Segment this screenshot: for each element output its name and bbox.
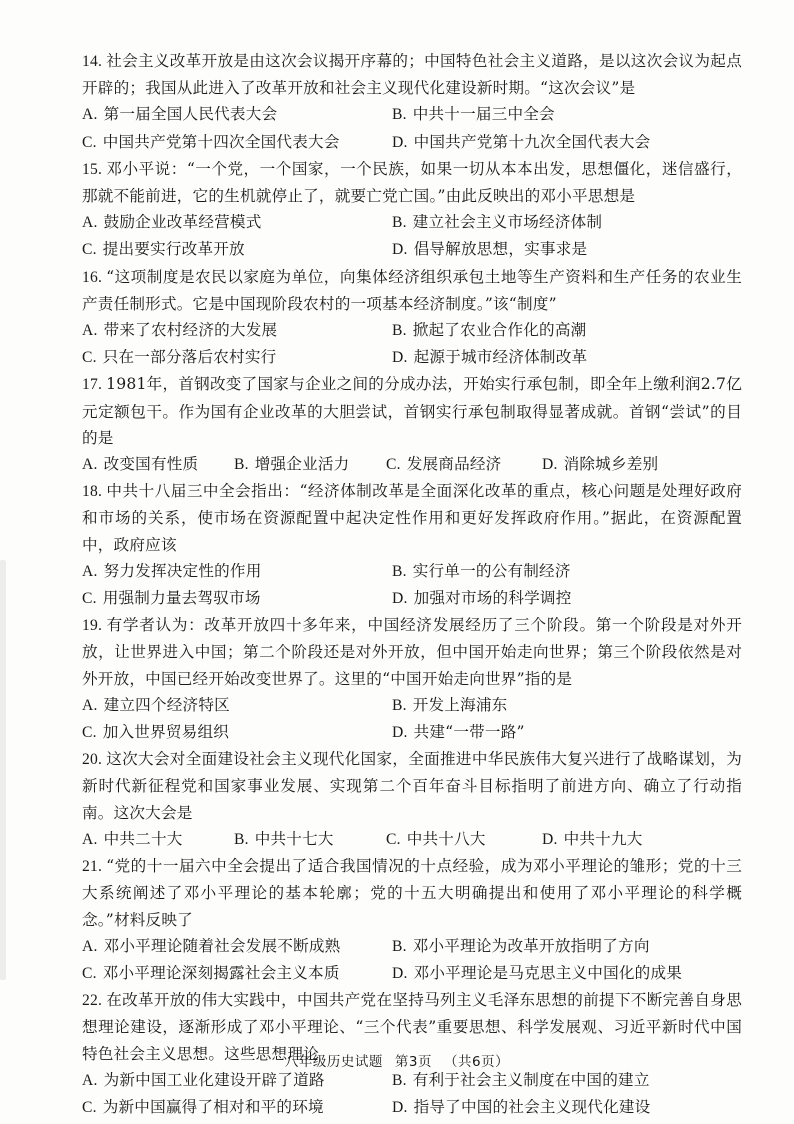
option-text: 用强制力量去驾驭市场 (102, 589, 261, 608)
question-17 (82, 371, 742, 478)
option-c (82, 129, 392, 156)
question-15 (82, 156, 742, 264)
option-a (82, 317, 392, 344)
question-16 (82, 264, 742, 372)
option-letter: C. (386, 456, 401, 474)
question-text: 这次大会对全面建设社会主义现代化国家，全面推进中华民族伟大复兴进行了战略谋划，为新时代新征程党和国家事业发展、实现第二个百年奋斗目标指明了前进方向、确立了行动指南。这次大会是 (82, 750, 742, 822)
option-b (392, 209, 742, 236)
option-letter: A. (82, 937, 98, 955)
option-letter: A. (82, 106, 98, 124)
option-c (82, 719, 392, 746)
option-text: 努力发挥决定性的作用 (103, 561, 262, 580)
question-stem (82, 371, 742, 451)
question-stem (82, 853, 742, 933)
option-text: 建立社会主义市场经济体制 (412, 213, 603, 232)
question-stem (82, 48, 742, 101)
question-number: 16. (82, 268, 103, 286)
question-number: 17. (82, 376, 103, 394)
option-c (82, 960, 392, 987)
option-letter: C. (82, 964, 97, 982)
question-number: 14. (82, 53, 103, 70)
option-d (392, 960, 742, 987)
question-text: 有学者认为：改革开放四十多年来，中国经济发展经历了三个阶段。第一个阶段是对外开放，让世界进入中国；第二个阶段还是对外开放，但中国开始走向世界；第三个阶段依然是对外开放，中国已经开始改变世界了。这里的“中国开始走向世界”指的是 (82, 616, 742, 688)
option-letter: C. (82, 349, 97, 367)
option-b (392, 101, 742, 128)
option-letter: C. (82, 1098, 97, 1116)
footer-subject: 八年级历史试题 (284, 1054, 383, 1070)
option-d (542, 826, 742, 853)
option-group (82, 1067, 742, 1121)
question-stem (82, 156, 742, 209)
option-text: 消除城乡差别 (563, 455, 659, 474)
question-number: 20. (82, 751, 103, 769)
option-text: 为新中国工业化建设开辟了道路 (103, 1070, 325, 1089)
option-letter: A. (82, 830, 98, 848)
option-a (82, 451, 234, 478)
option-a (82, 826, 234, 853)
option-text: 掀起了农业合作化的高潮 (412, 321, 587, 340)
option-letter: D. (392, 133, 408, 151)
option-letter: C. (82, 133, 97, 151)
option-b (392, 1067, 742, 1094)
question-stem (82, 264, 742, 317)
option-group (82, 558, 742, 612)
option-c (82, 236, 392, 263)
option-b (234, 826, 386, 853)
option-text: 中国共产党第十四次全国代表大会 (102, 132, 340, 151)
option-text: 共建“一带一路” (413, 723, 525, 742)
option-letter: D. (392, 724, 408, 742)
option-b (392, 317, 742, 344)
option-a (82, 692, 392, 719)
option-letter: B. (392, 696, 407, 714)
option-d (392, 719, 742, 746)
option-letter: B. (392, 937, 407, 955)
option-text: 发展商品经济 (406, 455, 502, 474)
option-group (82, 826, 742, 853)
question-number: 19. (82, 617, 103, 635)
option-letter: B. (392, 1071, 407, 1089)
option-a (82, 209, 392, 236)
question-text: 社会主义改革开放是由这次会议揭开序幕的；中国特色社会主义道路，是以这次会议为起点开辟的；我国从此进入了改革开放和社会主义现代化建设新时期。“这次会议”是 (82, 52, 742, 98)
option-letter: C. (82, 241, 97, 259)
option-group (82, 317, 742, 371)
option-text: 只在一部分落后农村实行 (102, 348, 277, 367)
option-letter: D. (542, 830, 558, 848)
option-d (542, 451, 742, 478)
option-text: 有利于社会主义制度在中国的建立 (412, 1070, 650, 1089)
option-text: 指导了中国的社会主义现代化建设 (413, 1097, 651, 1116)
option-letter: A. (82, 322, 98, 340)
footer-total-pages: （共6页） (444, 1054, 510, 1070)
footer-page-number: 第3页 (394, 1054, 432, 1070)
option-letter: D. (392, 590, 408, 608)
option-text: 中共十七大 (254, 829, 334, 848)
question-stem (82, 746, 742, 826)
option-group (82, 101, 742, 155)
option-letter: D. (392, 241, 408, 259)
option-letter: A. (82, 1071, 98, 1089)
option-text: 增强企业活力 (254, 455, 350, 474)
option-text: 鼓励企业改革经营模式 (103, 213, 262, 232)
question-number: 15. (82, 160, 103, 178)
option-text: 倡导解放思想，实事求是 (413, 240, 588, 259)
option-c (386, 451, 542, 478)
option-text: 改变国有性质 (103, 455, 199, 474)
option-letter: A. (82, 696, 98, 714)
question-21 (82, 853, 742, 987)
option-letter: B. (392, 214, 407, 232)
option-letter: D. (392, 964, 408, 982)
option-text: 起源于城市经济体制改革 (413, 348, 588, 367)
option-letter: B. (392, 106, 407, 124)
option-d (392, 129, 742, 156)
option-group (82, 451, 742, 478)
option-text: 中共十九大 (563, 829, 643, 848)
option-a (82, 933, 392, 960)
option-text: 中国共产党第十九次全国代表大会 (413, 132, 651, 151)
option-text: 邓小平理论深刻揭露社会主义本质 (102, 963, 340, 982)
option-text: 为新中国赢得了相对和平的环境 (102, 1097, 324, 1116)
option-letter: C. (82, 590, 97, 608)
option-d (392, 1094, 742, 1121)
question-text: “党的十一届六中全会提出了适合我国情况的十点经验，成为邓小平理论的雏形；党的十三大系统阐述了邓小平理论的基本轮廓；党的十五大明确提出和使用了邓小平理论的科学概念。”材料反映了 (82, 857, 742, 929)
option-letter: D. (542, 456, 558, 474)
option-letter: B. (234, 456, 249, 474)
option-letter: A. (82, 214, 98, 232)
question-text: 1981年，首钢改变了国家与企业之间的分成办法，开始实行承包制，即全年上缴利润2.7亿元定额包干。作为国有企业改革的大胆尝试，首钢实行承包制取得显著成就。首钢“尝试”的目的是 (82, 375, 742, 447)
option-text: 提出要实行改革开放 (102, 240, 245, 259)
scan-shadow (0, 560, 6, 980)
question-stem (82, 478, 742, 558)
question-list (82, 48, 742, 1121)
option-a (82, 1067, 392, 1094)
option-text: 邓小平理论是马克思主义中国化的成果 (413, 963, 683, 982)
option-text: 实行单一的公有制经济 (412, 561, 571, 580)
question-18 (82, 478, 742, 612)
option-letter: A. (82, 456, 98, 474)
question-20 (82, 746, 742, 853)
question-text: 邓小平说：“一个党，一个国家，一个民族，如果一切从本本出发，思想僵化，迷信盛行，那就不能前进，它的生机就停止了，就要亡党亡国。”由此反映出的邓小平思想是 (82, 159, 742, 206)
option-b (234, 451, 386, 478)
question-number: 21. (82, 858, 103, 876)
page-footer (0, 1050, 794, 1070)
option-a (82, 101, 392, 128)
option-c (82, 344, 392, 371)
option-text: 第一届全国人民代表大会 (103, 105, 278, 124)
option-text: 加强对市场的科学调控 (413, 589, 572, 608)
option-text: 开发上海浦东 (412, 695, 508, 714)
option-letter: C. (82, 724, 97, 742)
question-text: “这项制度是农民以家庭为单位，向集体经济组织承包土地等生产资料和生产任务的农业生产责任制形式。它是中国现阶段农村的一项基本经济制度。”该“制度” (82, 267, 742, 313)
option-group (82, 933, 742, 987)
option-text: 带来了农村经济的大发展 (103, 321, 278, 340)
option-c (82, 585, 392, 612)
option-text: 中共二十大 (103, 829, 183, 848)
option-b (392, 692, 742, 719)
option-c (82, 1094, 392, 1121)
option-d (392, 585, 742, 612)
option-c (386, 826, 542, 853)
question-number: 18. (82, 483, 103, 501)
option-letter: D. (392, 1098, 408, 1116)
option-text: 加入世界贸易组织 (102, 723, 230, 742)
question-text: 中共十八届三中全会指出：“经济体制改革是全面深化改革的重点，核心问题是处理好政府和市场的关系，使市场在资源配置中起决定性作用和更好发挥政府作用。”据此，在资源配置中，政府应该 (82, 482, 742, 554)
question-stem (82, 612, 742, 692)
option-letter: A. (82, 562, 98, 580)
option-letter: D. (392, 349, 408, 367)
option-d (392, 236, 742, 263)
option-group (82, 692, 742, 746)
option-letter: B. (392, 322, 407, 340)
option-text: 邓小平理论随着社会发展不断成熟 (103, 936, 341, 955)
question-19 (82, 612, 742, 746)
option-letter: B. (234, 830, 249, 848)
option-letter: B. (392, 562, 407, 580)
option-text: 中共十八大 (406, 829, 486, 848)
option-text: 建立四个经济特区 (103, 695, 230, 714)
option-text: 中共十一届三中全会 (412, 105, 555, 124)
question-text: 在改革开放的伟大实践中，中国共产党在坚持马列主义毛泽东思想的前提下不断完善自身思想理论建设，逐渐形成了邓小平理论、“三个代表”重要思想、科学发展观、习近平新时代中国特色社会主义思想。这些思想理论 (82, 991, 742, 1063)
option-group (82, 209, 742, 263)
option-letter: C. (386, 830, 401, 848)
question-14 (82, 48, 742, 156)
option-text: 邓小平理论为改革开放指明了方向 (412, 936, 650, 955)
option-d (392, 344, 742, 371)
option-b (392, 933, 742, 960)
option-a (82, 558, 392, 585)
question-number: 22. (82, 992, 103, 1010)
option-b (392, 558, 742, 585)
